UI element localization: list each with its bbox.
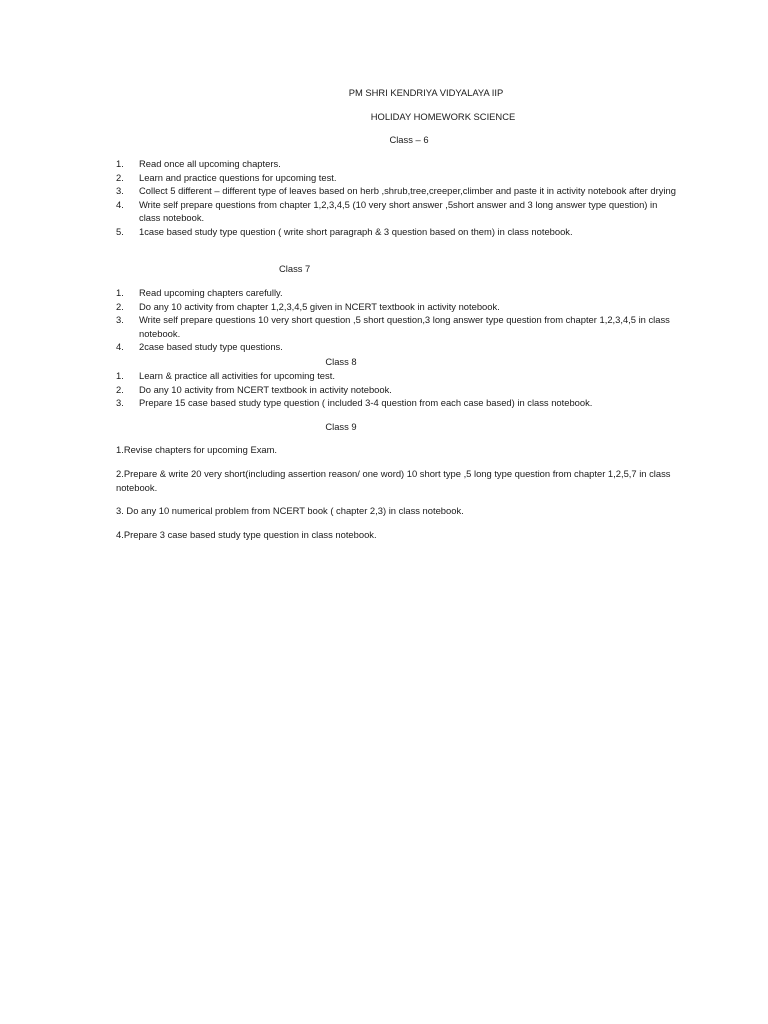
document-title: HOLIDAY HOMEWORK SCIENCE (370, 111, 516, 122)
class8-list (116, 369, 676, 410)
school-name: PM SHRI KENDRIYA VIDYALAYA IIP (348, 87, 504, 98)
class9-paragraph: 1.Revise chapters for upcoming Exam. (116, 444, 278, 455)
list-item: 4. 2case based study type questions. (116, 341, 283, 353)
list-item: 1. Read once all upcoming chapters. (116, 158, 281, 169)
list-item: 2. Learn and practice questions for upcoming test. (116, 171, 337, 183)
list-item: 1. Read upcoming chapters carefully. (116, 287, 283, 298)
list-item: 3. Collect 5 different – different type of leaves based on herb ,shrub,tree,creeper,climber and paste it in activity notebook after drying (116, 185, 676, 197)
list-item: 5. 1case based study type question ( write short paragraph & 3 question based on them) in class notebook. (116, 225, 573, 237)
class6-heading: Class – 6 (389, 134, 429, 145)
list-item: 3. Write self prepare questions 10 very short question ,5 short question,3 long answer type question from chapter 1,2,3,4,5 in class notebook. (116, 314, 670, 339)
class9-heading: Class 9 (325, 421, 357, 432)
class9-paragraph: 3. Do any 10 numerical problem from NCERT book ( chapter 2,3) in class notebook. (116, 505, 464, 516)
list-item: 2. Do any 10 activity from NCERT textbook in activity notebook. (116, 383, 392, 395)
list-item: 3. Prepare 15 case based study type question ( included 3-4 question from each case based) in class notebook. (116, 397, 593, 409)
class6-list (116, 157, 676, 239)
class7-list (116, 286, 676, 354)
class8-heading: Class 8 (325, 356, 357, 367)
list-item: 4. Write self prepare questions from chapter 1,2,3,4,5 (10 very short answer ,5short answer and 3 long answer type question) in class notebook. (116, 198, 658, 224)
list-item: 1. Learn & practice all activities for upcoming test. (116, 370, 335, 381)
class9-paragraph: 2.Prepare & write 20 very short(including assertion reason/ one word) 10 short type ,5 long type question from chapter 1,2,5,7 in class notebook. (116, 468, 671, 493)
class7-heading: Class 7 (279, 263, 311, 274)
list-item: 2. Do any 10 activity from chapter 1,2,3,4,5 given in NCERT textbook in activity notebook. (116, 300, 500, 312)
class9-paragraph: 4.Prepare 3 case based study type question in class notebook. (116, 529, 377, 540)
